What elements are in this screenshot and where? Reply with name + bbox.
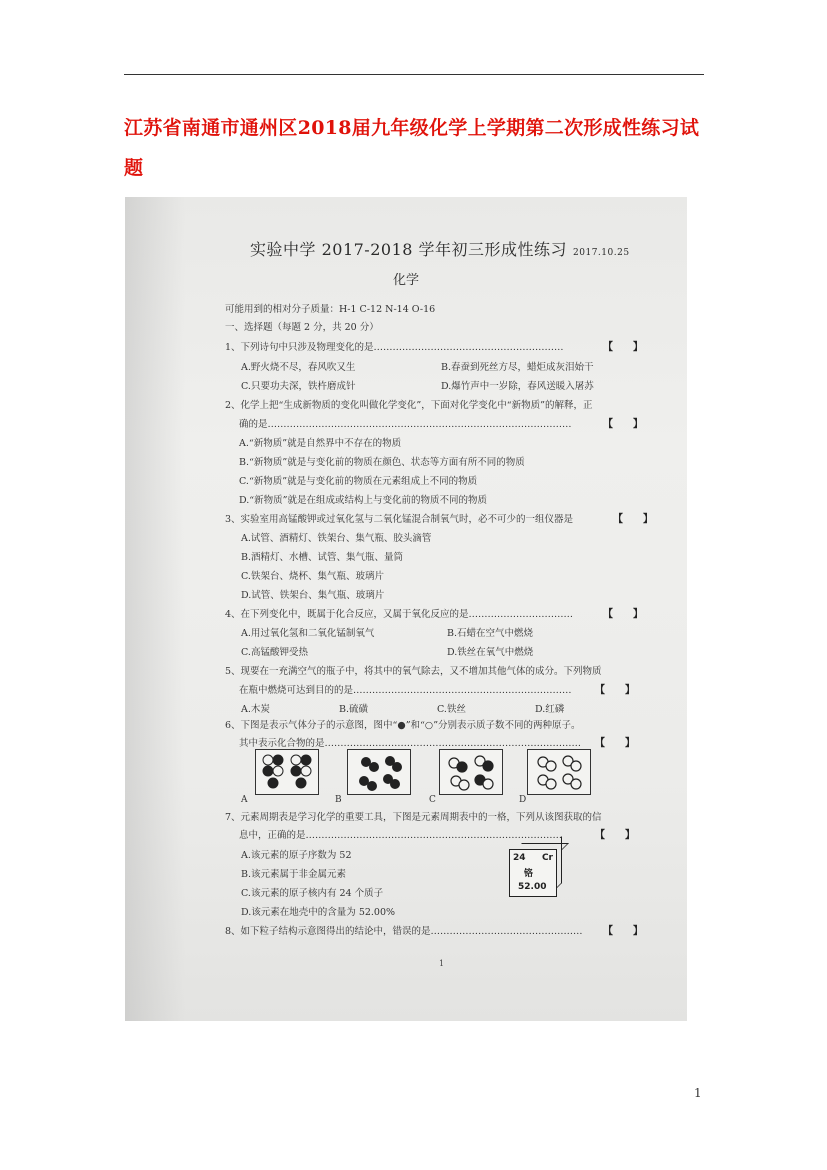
q5-option-a: A.木炭 — [241, 704, 270, 715]
paper-title-text: 实验中学 2017-2018 学年初三形成性练习 — [250, 240, 568, 259]
molecule-d-svg — [528, 750, 590, 794]
q1-option-d: D.爆竹声中一岁除，春风送暖入屠苏 — [441, 381, 594, 392]
molecule-label-c: C — [429, 795, 436, 805]
element-name: 铬 — [524, 869, 534, 879]
q2-option-b: B.“新物质”就是与变化前的物质在颜色、状态等方面有所不同的物质 — [239, 457, 525, 468]
element-symbol: Cr — [541, 853, 553, 863]
q3-option-d: D.试管、铁架台、集气瓶、玻璃片 — [241, 590, 385, 601]
q8-answer-bracket: 【 】 — [603, 926, 643, 937]
molecule-b-svg — [348, 750, 410, 794]
q3-option-a: A.试管、酒精灯、铁架台、集气瓶、胶头滴管 — [241, 533, 432, 544]
q7-option-a: A.该元素的原子序数为 52 — [241, 850, 352, 861]
q1-stem: 1、下列诗句中只涉及物理变化的是…………………………………………………… — [225, 342, 564, 353]
q3-answer-bracket: 【 】 — [613, 514, 653, 525]
q7-option-b: B.该元素属于非金属元素 — [241, 869, 347, 880]
q7-stem-line1: 7、元素周期表是学习化学的重要工具，下图是元素周期表中的一格，下列从该图获取的信 — [225, 812, 602, 823]
document-title: 江苏省南通市通州区2018届九年级化学上学期第二次形成性练习试题 — [124, 117, 700, 179]
q2-option-d: D.“新物质”就是在组成或结构上与变化前的物质不同的物质 — [239, 495, 488, 506]
q7-option-d: D.该元素在地壳中的含量为 52.00% — [241, 907, 396, 918]
q7-answer-bracket: 【 】 — [595, 830, 635, 841]
q4-option-a: A.用过氧化氢和二氧化锰制氧气 — [241, 628, 375, 639]
q1-option-b: B.春蚕到死丝方尽，蜡炬成灰泪始干 — [441, 362, 594, 373]
molecule-diagram-a — [255, 749, 319, 795]
q3-option-c: C.铁架台、烧杯、集气瓶、玻璃片 — [241, 571, 384, 582]
paper-date: 2017.10.25 — [573, 248, 630, 258]
molecule-diagram-b — [347, 749, 411, 795]
q4-option-b: B.石蜡在空气中燃烧 — [447, 628, 534, 639]
q3-stem: 3、实验室用高锰酸钾或过氧化氢与二氧化锰混合制氧气时，必不可少的一组仪器是 — [225, 514, 574, 525]
q6-stem-line1: 6、下图是表示气体分子的示意图，图中“●”和“○”分别表示质子数不同的两种原子。 — [225, 720, 581, 731]
q1-answer-bracket: 【 】 — [603, 342, 643, 353]
paper-subject: 化学 — [392, 273, 419, 288]
q5-stem-line2: 在瓶中燃烧可达到目的的是…………………………………………………………… — [239, 685, 572, 696]
paper-title — [250, 237, 630, 260]
q2-stem-line1: 2、化学上把“生成新物质的变化叫做化学变化”，下面对化学变化中“新物质”的解释，正 — [225, 400, 593, 411]
molecule-diagram-d — [527, 749, 591, 795]
q5-stem-line1: 5、现要在一充满空气的瓶子中，将其中的氧气除去，又不增加其他气体的成分。下列物质 — [225, 666, 602, 677]
q3-option-b: B.酒精灯、水槽、试管、集气瓶、量筒 — [241, 552, 404, 563]
element-atomic-mass: 52.00 — [518, 882, 547, 892]
molecule-label-b: B — [335, 795, 342, 805]
atomic-masses: 可能用到的相对分子质量：H-1 C-12 N-14 O-16 — [225, 304, 436, 315]
periodic-table-cell — [509, 849, 557, 897]
molecule-label-d: D — [519, 795, 527, 805]
paper-page-number: 1 — [439, 959, 445, 968]
q4-option-c: C.高锰酸钾受热 — [241, 647, 308, 658]
element-atomic-number: 24 — [513, 853, 526, 863]
q7-option-c: C.该元素的原子核内有 24 个质子 — [241, 888, 384, 899]
molecule-label-a: A — [241, 795, 248, 805]
q2-option-c: C.“新物质”就是与变化前的物质在元素组成上不同的物质 — [239, 476, 478, 487]
header-rule — [124, 74, 704, 75]
section-heading: 一、选择题（每题 2 分，共 20 分） — [225, 322, 379, 333]
q8-stem: 8、如下粒子结构示意图得出的结论中，错误的是………………………………………… — [225, 926, 583, 937]
q2-answer-bracket: 【 】 — [603, 419, 643, 430]
page-number: 1 — [694, 1086, 702, 1100]
q1-option-c: C.只要功夫深，铁杵磨成针 — [241, 381, 356, 392]
q6-answer-bracket: 【 】 — [595, 738, 635, 749]
q7-stem-line2: 息中，正确的是……………………………………………………………………… — [239, 830, 563, 841]
q6-stem-line2: 其中表示化合物的是……………………………………………………………………… — [239, 738, 582, 749]
q5-answer-bracket: 【 】 — [595, 685, 635, 696]
q2-option-a: A.“新物质”就是自然界中不存在的物质 — [239, 438, 402, 449]
q5-option-c: C.铁丝 — [437, 704, 466, 715]
molecule-a-svg — [256, 750, 318, 794]
q1-option-a: A.野火烧不尽，春风吹又生 — [241, 362, 356, 373]
q5-option-b: B.硫磺 — [339, 704, 369, 715]
molecule-c-svg — [440, 750, 502, 794]
q4-stem: 4、在下列变化中，既属于化合反应，又属于氧化反应的是…………………………… — [225, 609, 574, 620]
q4-option-d: D.铁丝在氧气中燃烧 — [447, 647, 534, 658]
molecule-diagram-c — [439, 749, 503, 795]
q4-answer-bracket: 【 】 — [603, 609, 643, 620]
exam-paper-photo — [125, 197, 687, 1021]
q2-stem-line2: 确的是…………………………………………………………………………………… — [239, 419, 572, 430]
q5-option-d: D.红磷 — [535, 704, 565, 715]
